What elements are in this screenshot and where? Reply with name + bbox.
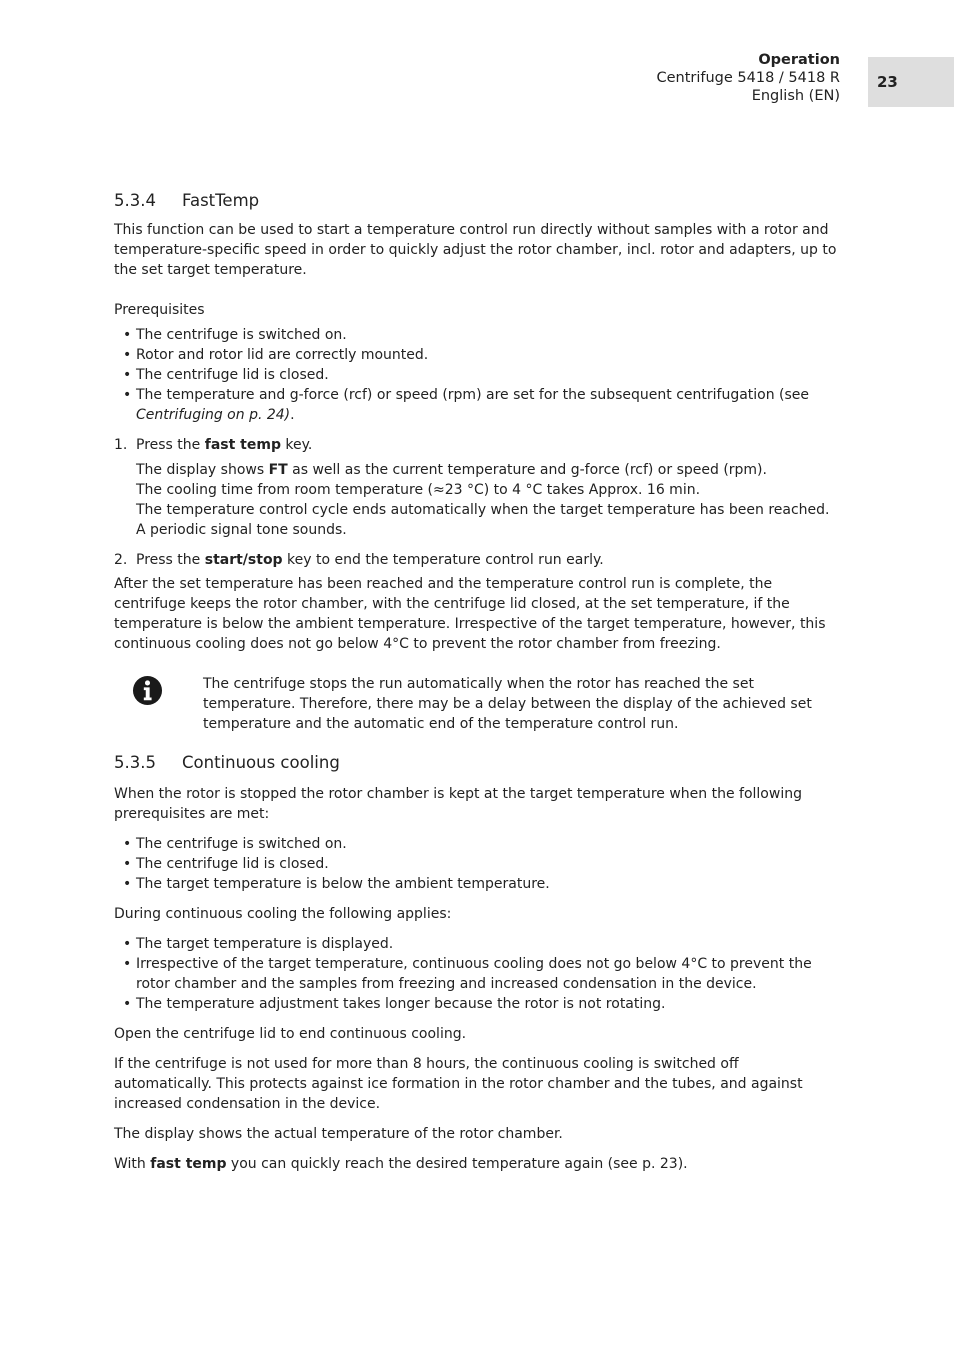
paragraph-text: With bbox=[114, 1156, 151, 1172]
step-text: key to end the temperature control run early. bbox=[282, 552, 604, 568]
open-lid-paragraph: Open the centrifuge lid to end continuous cooling. bbox=[114, 1026, 467, 1042]
note-text: The centrifuge stops the run automatically when the rotor has reached the set temperature. Therefore, there may be a delay between the display of the achieved set temperature and the automatic end of the temperature control run. bbox=[203, 676, 812, 732]
list-item: • Irrespective of the target temperature, continuous cooling does not go below 4°C to prevent the rotor chamber and the samples from freezing and increased condensation in the device. bbox=[114, 954, 838, 994]
fasttemp-intro: This function can be used to start a temperature control run directly without samples with a rotor and temperature-specific speed in order to quickly adjust the rotor chamber, incl. rotor and adapters, up to the set target temperature. bbox=[114, 222, 837, 278]
after-paragraph: After the set temperature has been reached and the temperature control run is complete, the centrifuge keeps the rotor chamber, with the centrifuge lid closed, at the set temperature, if the temperature is below the ambient temperature. Irrespective of the target temperature, however, this continuous cooling does not go below 4°C to prevent the rotor chamber from freezing. bbox=[114, 576, 826, 652]
cooling-prerequisites-list bbox=[114, 834, 838, 894]
list-item: • The centrifuge lid is closed. bbox=[114, 854, 838, 874]
list-item: • The centrifuge is switched on. bbox=[114, 325, 838, 345]
list-item bbox=[114, 385, 838, 425]
prerequisites-label: Prerequisites bbox=[114, 302, 205, 318]
header-section: Operation bbox=[758, 52, 840, 68]
cross-reference-link[interactable]: Centrifuging on p. 24) bbox=[136, 407, 291, 423]
list-item: • The temperature adjustment takes longer because the rotor is not rotating. bbox=[114, 994, 838, 1014]
page-content bbox=[114, 190, 838, 1174]
list-item-text: The temperature and g-force (rcf) or speed (rpm) are set for the subsequent centrifugation (see bbox=[136, 387, 810, 403]
info-note bbox=[114, 674, 838, 734]
step-text: key. bbox=[280, 437, 313, 453]
prerequisites-list bbox=[114, 325, 838, 425]
step-1 bbox=[114, 435, 838, 455]
section-title: FastTemp bbox=[182, 191, 260, 210]
header-language: English (EN) bbox=[751, 88, 840, 104]
result-line: The cooling time from room temperature (≈23 °C) to 4 °C takes Approx. 16 min. bbox=[136, 482, 701, 498]
section-5-3-5-heading bbox=[114, 752, 838, 774]
display-code: FT bbox=[268, 462, 288, 478]
display-paragraph: The display shows the actual temperature of the rotor chamber. bbox=[114, 1126, 563, 1142]
section-5-3-4-heading bbox=[114, 190, 838, 212]
running-header bbox=[656, 51, 840, 105]
list-item: • The centrifuge lid is closed. bbox=[114, 365, 838, 385]
section-number: 5.3.4 bbox=[114, 191, 156, 210]
paragraph-text: you can quickly reach the desired temperature again (see p. 23). bbox=[226, 1156, 688, 1172]
list-item: • Rotor and rotor lid are correctly mounted. bbox=[114, 345, 838, 365]
list-item: • The target temperature is displayed. bbox=[114, 934, 838, 954]
step-text: Press the bbox=[136, 552, 205, 568]
step-1-result bbox=[114, 460, 838, 540]
key-name: fast temp bbox=[150, 1156, 227, 1172]
step-text: Press the bbox=[136, 437, 205, 453]
key-name: fast temp bbox=[204, 437, 281, 453]
continuous-cooling-intro: When the rotor is stopped the rotor chamber is kept at the target temperature when the following prerequisites are met: bbox=[114, 786, 802, 822]
auto-off-paragraph: If the centrifuge is not used for more than 8 hours, the continuous cooling is switched off automatically. This protects against ice formation in the rotor chamber and the tubes, and against increased condensation in the device. bbox=[114, 1056, 803, 1112]
during-label: During continuous cooling the following applies: bbox=[114, 906, 452, 922]
result-text: as well as the current temperature and g-force (rcf) or speed (rpm). bbox=[287, 462, 767, 478]
fast-temp-paragraph bbox=[114, 1154, 838, 1174]
header-product: Centrifuge 5418 / 5418 R bbox=[656, 70, 840, 86]
list-item-end: . bbox=[290, 407, 295, 423]
section-number: 5.3.5 bbox=[114, 753, 156, 772]
step-number: 2. bbox=[114, 552, 128, 568]
during-list bbox=[114, 934, 838, 1014]
page-number: 23 bbox=[868, 57, 954, 107]
section-title: Continuous cooling bbox=[182, 753, 340, 772]
info-icon bbox=[132, 675, 163, 706]
list-item: • The centrifuge is switched on. bbox=[114, 834, 838, 854]
result-line bbox=[136, 460, 838, 480]
result-line: The temperature control cycle ends automatically when the target temperature has been reached. A periodic signal tone sounds. bbox=[136, 502, 830, 538]
step-2 bbox=[114, 550, 838, 570]
list-item: • The target temperature is below the ambient temperature. bbox=[114, 874, 838, 894]
step-number: 1. bbox=[114, 437, 128, 453]
result-text: The display shows bbox=[136, 462, 269, 478]
key-name: start/stop bbox=[204, 552, 283, 568]
